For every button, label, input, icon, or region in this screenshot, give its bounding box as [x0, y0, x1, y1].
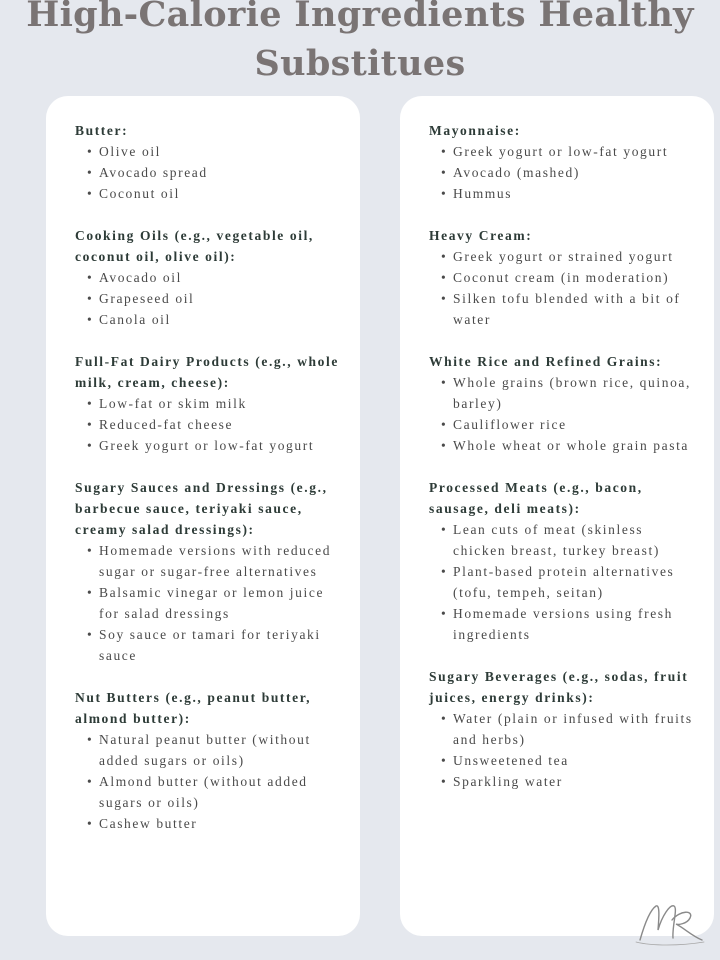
list-item — [429, 267, 694, 288]
list-item-text: Low-fat or skim milk — [99, 396, 247, 411]
list-item — [75, 393, 340, 414]
list-item-text: Olive oil — [99, 144, 162, 159]
section-heading: Cooking Oils (e.g., vegetable oil, coconut oil, olive oil): — [75, 228, 314, 264]
list-item-text: Cashew butter — [99, 816, 198, 831]
bullet-icon: • — [441, 753, 448, 768]
list-item-text: Greek yogurt or low-fat yogurt — [453, 144, 669, 159]
list-item — [429, 771, 694, 792]
substitute-list — [429, 246, 694, 330]
list-item — [75, 414, 340, 435]
list-item-text: Avocado oil — [99, 270, 182, 285]
list-item — [429, 750, 694, 771]
bullet-icon: • — [441, 165, 448, 180]
section-heading: Butter: — [75, 123, 129, 138]
list-item-text: Natural peanut butter (without added sugars or oils) — [99, 732, 311, 768]
substitute-list — [75, 729, 340, 834]
substitute-list — [75, 141, 340, 204]
bullet-icon: • — [87, 165, 94, 180]
list-item-text: Plant-based protein alternatives (tofu, tempeh, seitan) — [453, 564, 675, 600]
bullet-icon: • — [87, 270, 94, 285]
list-item — [429, 246, 694, 267]
list-item-text: Lean cuts of meat (skinless chicken breast, turkey breast) — [453, 522, 660, 558]
section-heading: White Rice and Refined Grains: — [429, 354, 663, 369]
section-heading: Nut Butters (e.g., peanut butter, almond butter): — [75, 690, 312, 726]
bullet-icon: • — [87, 396, 94, 411]
bullet-icon: • — [87, 144, 94, 159]
list-item — [429, 519, 694, 561]
page-title-line-2: Substitues — [254, 43, 466, 84]
right-card — [400, 96, 714, 936]
list-item-text: Soy sauce or tamari for teriyaki sauce — [99, 627, 321, 663]
section-heading: Full-Fat Dairy Products (e.g., whole milk, cream, cheese): — [75, 354, 339, 390]
bullet-icon: • — [87, 816, 94, 831]
bullet-icon: • — [441, 249, 448, 264]
list-item-text: Cauliflower rice — [453, 417, 567, 432]
list-item — [429, 372, 694, 414]
section — [429, 351, 694, 456]
section-heading: Mayonnaise: — [429, 123, 521, 138]
bullet-icon: • — [441, 711, 448, 726]
list-item — [75, 183, 340, 204]
bullet-icon: • — [441, 774, 448, 789]
list-item — [75, 540, 340, 582]
list-item — [429, 141, 694, 162]
bullet-icon: • — [87, 291, 94, 306]
list-item — [75, 288, 340, 309]
list-item-text: Reduced-fat cheese — [99, 417, 234, 432]
list-item — [75, 267, 340, 288]
list-item-text: Grapeseed oil — [99, 291, 195, 306]
section — [429, 477, 694, 645]
bullet-icon: • — [441, 438, 448, 453]
list-item-text: Canola oil — [99, 312, 171, 327]
list-item-text: Sparkling water — [453, 774, 563, 789]
list-item — [75, 435, 340, 456]
bullet-icon: • — [441, 417, 448, 432]
list-item-text: Greek yogurt or low-fat yogurt — [99, 438, 315, 453]
section — [429, 120, 694, 204]
left-card — [46, 96, 360, 936]
list-item — [429, 288, 694, 330]
substitute-list — [429, 519, 694, 645]
bullet-icon: • — [87, 732, 94, 747]
section — [75, 351, 340, 456]
list-item — [429, 162, 694, 183]
section-heading: Processed Meats (e.g., bacon, sausage, deli meats): — [429, 480, 643, 516]
list-item — [429, 603, 694, 645]
list-item — [75, 141, 340, 162]
list-item — [429, 414, 694, 435]
list-item-text: Whole grains (brown rice, quinoa, barley) — [453, 375, 691, 411]
signature-monogram-icon — [632, 896, 706, 948]
bullet-icon: • — [441, 606, 448, 621]
section-heading: Sugary Sauces and Dressings (e.g., barbecue sauce, teriyaki sauce, creamy salad dressings): — [75, 480, 328, 537]
section — [75, 225, 340, 330]
section — [75, 687, 340, 834]
bullet-icon: • — [441, 186, 448, 201]
bullet-icon: • — [441, 144, 448, 159]
list-item-text: Homemade versions using fresh ingredients — [453, 606, 673, 642]
bullet-icon: • — [87, 585, 94, 600]
section — [429, 666, 694, 792]
substitute-list — [429, 141, 694, 204]
bullet-icon: • — [87, 627, 94, 642]
list-item-text: Balsamic vinegar or lemon juice for salad dressings — [99, 585, 325, 621]
bullet-icon: • — [441, 522, 448, 537]
bullet-icon: • — [87, 543, 94, 558]
list-item — [429, 561, 694, 603]
substitute-list — [75, 393, 340, 456]
bullet-icon: • — [441, 270, 448, 285]
list-item-text: Avocado (mashed) — [453, 165, 580, 180]
list-item — [429, 183, 694, 204]
list-item-text: Unsweetened tea — [453, 753, 569, 768]
list-item-text: Water (plain or infused with fruits and herbs) — [453, 711, 693, 747]
substitute-list — [75, 267, 340, 330]
list-item-text: Silken tofu blended with a bit of water — [453, 291, 681, 327]
list-item-text: Hummus — [453, 186, 513, 201]
list-item-text: Avocado spread — [99, 165, 208, 180]
list-item — [75, 309, 340, 330]
list-item — [75, 729, 340, 771]
bullet-icon: • — [441, 291, 448, 306]
list-item-text: Coconut cream (in moderation) — [453, 270, 670, 285]
bullet-icon: • — [87, 438, 94, 453]
bullet-icon: • — [441, 375, 448, 390]
substitute-list — [429, 708, 694, 792]
list-item-text: Coconut oil — [99, 186, 180, 201]
list-item — [75, 771, 340, 813]
list-item — [75, 813, 340, 834]
list-item-text: Almond butter (without added sugars or oils) — [99, 774, 308, 810]
section — [75, 120, 340, 204]
section-heading: Sugary Beverages (e.g., sodas, fruit juices, energy drinks): — [429, 669, 689, 705]
list-item — [429, 435, 694, 456]
list-item — [75, 582, 340, 624]
substitute-list — [75, 540, 340, 666]
list-item — [75, 162, 340, 183]
section-heading: Heavy Cream: — [429, 228, 533, 243]
list-item-text: Homemade versions with reduced sugar or sugar-free alternatives — [99, 543, 332, 579]
bullet-icon: • — [87, 186, 94, 201]
list-item-text: Greek yogurt or strained yogurt — [453, 249, 674, 264]
bullet-icon: • — [87, 774, 94, 789]
bullet-icon: • — [441, 564, 448, 579]
list-item-text: Whole wheat or whole grain pasta — [453, 438, 690, 453]
bullet-icon: • — [87, 417, 94, 432]
bullet-icon: • — [87, 312, 94, 327]
section — [429, 225, 694, 330]
substitute-list — [429, 372, 694, 456]
section — [75, 477, 340, 666]
list-item — [75, 624, 340, 666]
list-item — [429, 708, 694, 750]
page-title-line-1: High-Calorie Ingredients Healthy — [26, 0, 694, 35]
